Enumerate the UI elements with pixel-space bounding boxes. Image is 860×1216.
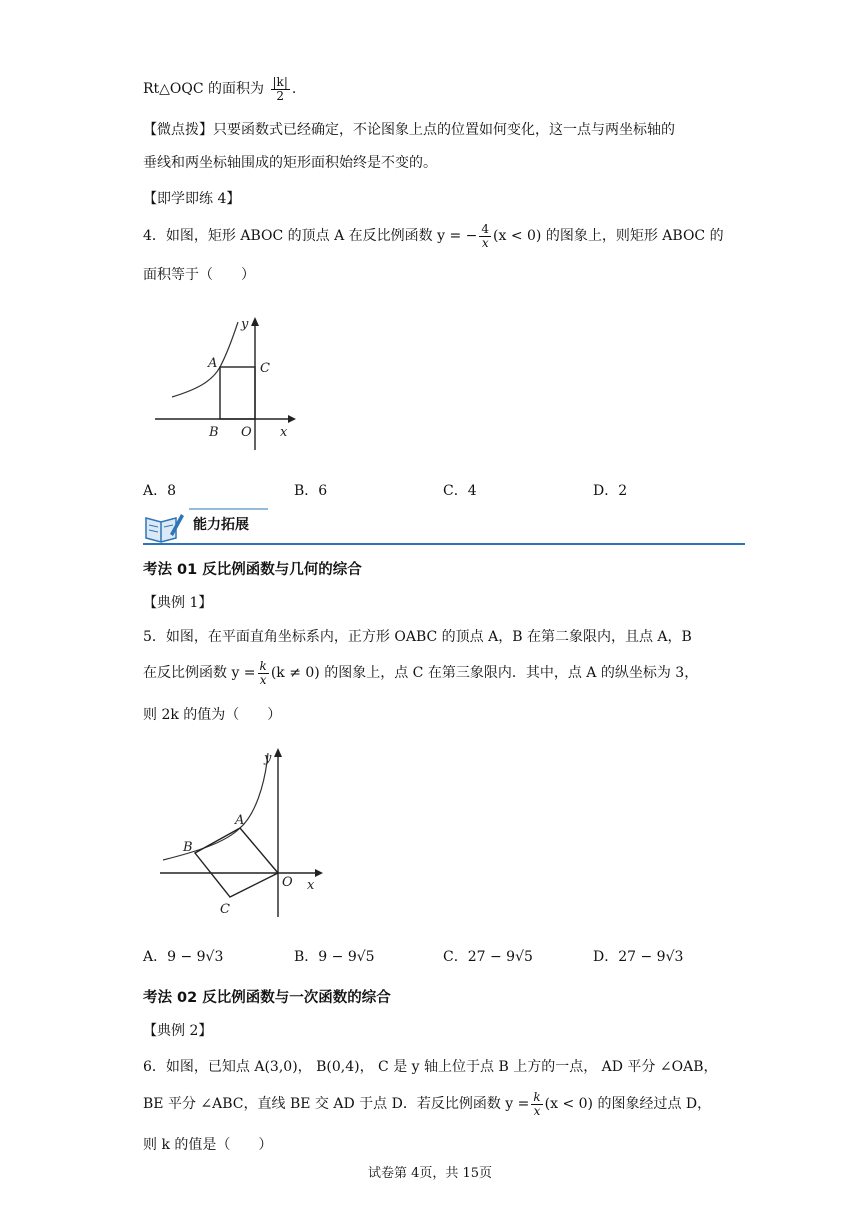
label-x: x xyxy=(280,425,288,440)
hyperbola-curve xyxy=(172,322,238,397)
fraction-denominator: x xyxy=(481,235,489,250)
section-heading-02: 考法 02 反比例函数与一次函数的综合 xyxy=(143,990,391,1006)
label-a: A xyxy=(235,813,245,828)
x-axis-arrow xyxy=(315,869,323,877)
fraction-denominator: x xyxy=(259,672,267,687)
section-heading-01: 考法 01 反比例函数与几何的综合 xyxy=(143,562,362,578)
q5-fraction xyxy=(258,660,269,686)
rectangle-abco xyxy=(220,367,255,419)
example-1-heading: 【典例 1】 xyxy=(143,595,213,611)
fraction-denominator: 2 xyxy=(276,88,285,103)
question-4-line-2: 面积等于（ ） xyxy=(143,267,255,283)
fraction-denominator: x xyxy=(533,1103,541,1118)
book-pen-icon xyxy=(146,514,184,542)
figure-1-svg xyxy=(150,312,310,452)
area-result-text: Rt△OQC 的面积为 xyxy=(143,81,265,98)
q5-option-c[interactable]: C．27 − 9√5 xyxy=(443,949,533,965)
square-oabc xyxy=(195,828,278,897)
q5-text-b2: (k ≠ 0) 的图象上，点 C 在第三象限内．其中，点 A 的纵坐标为 3， xyxy=(270,665,699,682)
question-5-line-2 xyxy=(143,660,698,686)
q6-fraction xyxy=(531,1091,542,1117)
abs-k-over-2-fraction xyxy=(271,76,290,102)
label-o: O xyxy=(282,875,293,890)
y-axis-arrow xyxy=(274,748,282,757)
q4-option-a[interactable]: A．8 xyxy=(143,483,177,499)
x-axis-arrow xyxy=(288,415,296,423)
label-y: y xyxy=(241,317,249,332)
page-footer: 试卷第 4页，共 15页 xyxy=(367,1166,493,1181)
banner-title: 能力拓展 xyxy=(193,517,249,533)
q6-text-b2: (x < 0) 的图象经过点 D， xyxy=(544,1096,712,1113)
q4-text-b: (x < 0) 的图象上，则矩形 ABOC 的 xyxy=(493,228,724,245)
question-5-line-3: 则 2k 的值为（ ） xyxy=(143,707,282,723)
section-banner xyxy=(143,506,745,548)
label-x: x xyxy=(307,878,315,893)
figure-square-oabc xyxy=(155,745,330,920)
y-axis-arrow xyxy=(251,317,259,326)
question-6-line-3: 则 k 的值是（ ） xyxy=(143,1137,273,1153)
question-5-line-1: 5．如图，在平面直角坐标系内，正方形 OABC 的顶点 A，B 在第二象限内，且点 A，B xyxy=(143,629,692,645)
example-2-heading: 【典例 2】 xyxy=(143,1023,213,1039)
question-6-line-1: 6．如图，已知点 A(3,0)， B(0,4)， C 是 y 轴上位于点 B 上方的一点， AD 平分 ∠OAB， xyxy=(143,1059,718,1075)
area-result-line xyxy=(143,76,296,102)
figure-rectangle-abco xyxy=(150,312,310,452)
q4-fraction xyxy=(479,223,491,249)
question-4-line-1 xyxy=(143,223,724,249)
fraction-numerator: k xyxy=(259,659,267,673)
label-c: C xyxy=(260,361,270,376)
question-6-line-2 xyxy=(143,1091,711,1117)
practice-heading: 【即学即练 4】 xyxy=(143,191,241,207)
figure-2-svg xyxy=(155,745,330,920)
period: . xyxy=(291,81,297,98)
q4-option-b[interactable]: B．6 xyxy=(294,483,328,499)
q4-option-c[interactable]: C．4 xyxy=(443,483,477,499)
q5-option-d[interactable]: D．27 − 9√3 xyxy=(593,949,684,965)
q4-option-d[interactable]: D．2 xyxy=(593,483,628,499)
q5-text-b1: 在反比例函数 y = xyxy=(143,665,256,682)
tip-line-1: 【微点拨】只要函数式已经确定，不论图象上点的位置如何变化，这一点与两坐标轴的 xyxy=(143,122,675,138)
label-o: O xyxy=(241,425,252,440)
q6-text-b1: BE 平分 ∠ABC，直线 BE 交 AD 于点 D．若反比例函数 y = xyxy=(143,1096,530,1113)
label-c: C xyxy=(220,902,230,917)
hyperbola-curve xyxy=(163,753,268,860)
fraction-numerator: 4 xyxy=(481,222,490,236)
fraction-numerator: |k| xyxy=(272,75,288,89)
tip-line-2: 垂线和两坐标轴围成的矩形面积始终是不变的。 xyxy=(143,155,437,171)
label-b: B xyxy=(183,840,193,855)
label-b: B xyxy=(209,425,219,440)
label-a: A xyxy=(208,356,218,371)
fraction-numerator: k xyxy=(533,1090,541,1104)
label-y: y xyxy=(264,751,272,766)
q4-text-a: 4．如图，矩形 ABOC 的顶点 A 在反比例函数 y = − xyxy=(143,228,478,245)
q5-option-b[interactable]: B．9 − 9√5 xyxy=(294,949,375,965)
q5-option-a[interactable]: A．9 − 9√3 xyxy=(143,949,224,965)
